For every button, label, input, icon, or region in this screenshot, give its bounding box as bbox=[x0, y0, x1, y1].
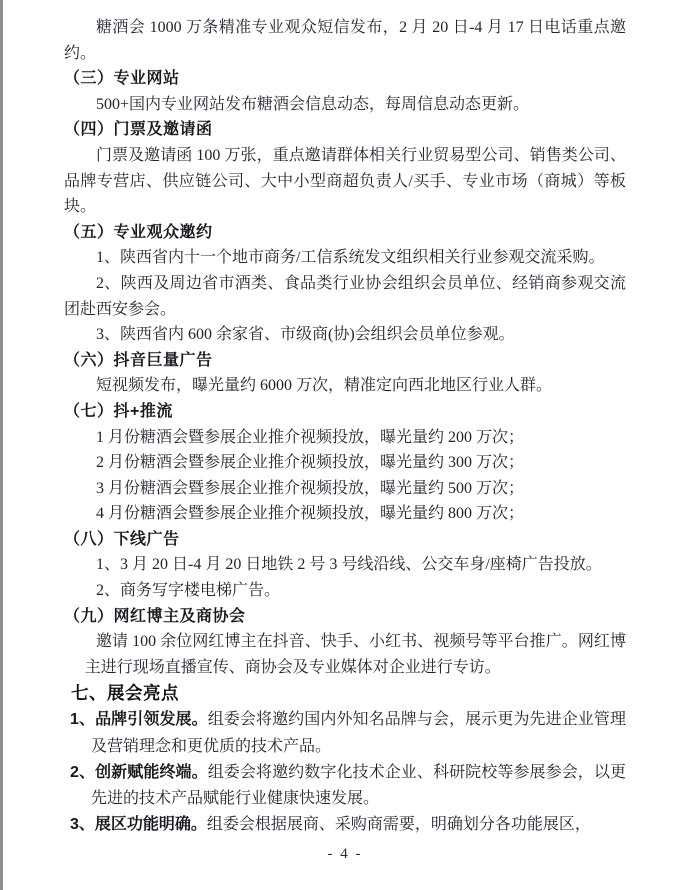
section-heading: （五）专业观众邀约 bbox=[64, 223, 213, 241]
section-heading: （六）抖音巨量广告 bbox=[64, 351, 213, 369]
paragraph: 4 月份糖酒会暨参展企业推介视频投放，曝光量约 800 万次； bbox=[96, 505, 525, 523]
section-heading: （四）门票及邀请函 bbox=[64, 121, 213, 139]
section-heading: （九）网红博主及商协会 bbox=[64, 607, 246, 625]
paragraph: 1、陕西省内十一个地市商务/工信系统发文组织相关行业参观交流采购。 bbox=[96, 249, 605, 267]
paragraph: 2、陕西及周边省市酒类、食品类行业协会组织会员单位、经销商参观交流团赴西安参会。 bbox=[64, 274, 626, 318]
highlight-list-item: 2、创新赋能终端。组委会将邀约数字化技术企业、科研院校等参展参会，以更先进的技术产品赋能行业健康快速发展。 bbox=[70, 763, 626, 808]
paragraph: 门票及邀请函 100 万张，重点邀请群体相关行业贸易型公司、销售类公司、品牌专营店、供应链公司、大中小型商超负责人/买手、专业市场（商城）等板块。 bbox=[64, 146, 626, 216]
paragraph: 3 月份糖酒会暨参展企业推介视频投放，曝光量约 500 万次； bbox=[96, 479, 525, 497]
paragraph: 2 月份糖酒会暨参展企业推介视频投放，曝光量约 300 万次； bbox=[96, 454, 525, 472]
paragraph: 糖酒会 1000 万条精准专业观众短信发布，2 月 20 日-4 月 17 日电话重点邀约。 bbox=[64, 19, 626, 62]
paragraph: 500+国内专业网站发布糖酒会信息动态，每周信息动态更新。 bbox=[96, 95, 530, 113]
paragraph: 1 月份糖酒会暨参展企业推介视频投放，曝光量约 200 万次； bbox=[96, 428, 525, 446]
list-item-lead: 1、品牌引领发展。 bbox=[70, 711, 208, 729]
page-number: - 4 - bbox=[327, 846, 363, 863]
chapter-heading: 七、展会亮点 bbox=[71, 683, 179, 704]
paragraph: 2、商务写字楼电梯广告。 bbox=[96, 582, 281, 600]
paragraph: 1、3 月 20 日-4 月 20 日地铁 2 号 3 号线沿线、公交车身/座椅广告投放。 bbox=[96, 556, 602, 574]
section-heading: （七）抖+推流 bbox=[64, 402, 173, 420]
document-body bbox=[64, 15, 626, 838]
list-item-lead: 3、展区功能明确。 bbox=[70, 816, 207, 834]
list-item-lead: 2、创新赋能终端。 bbox=[70, 763, 208, 781]
paragraph: 短视频发布，曝光量约 6000 万次，精准定向西北地区行业人群。 bbox=[96, 377, 553, 395]
section-heading: （八）下线广告 bbox=[64, 530, 180, 548]
paragraph: 邀请 100 余位网红博主在抖音、快手、小红书、视频号等平台推广。网红博主进行现场直播宣传、商协会及专业媒体对企业进行专访。 bbox=[84, 633, 626, 676]
paragraph: 3、陕西省内 600 余家省、市级商(协)会组织会员单位参观。 bbox=[96, 326, 515, 344]
highlight-list-item: 3、展区功能明确。组委会根据展商、采购商需要，明确划分各功能展区， bbox=[70, 816, 591, 834]
section-heading: （三）专业网站 bbox=[64, 70, 180, 88]
highlight-list-item: 1、品牌引领发展。组委会将邀约国内外知名品牌与会，展示更为先进企业管理及营销理念和更优质的技术产品。 bbox=[70, 711, 626, 755]
